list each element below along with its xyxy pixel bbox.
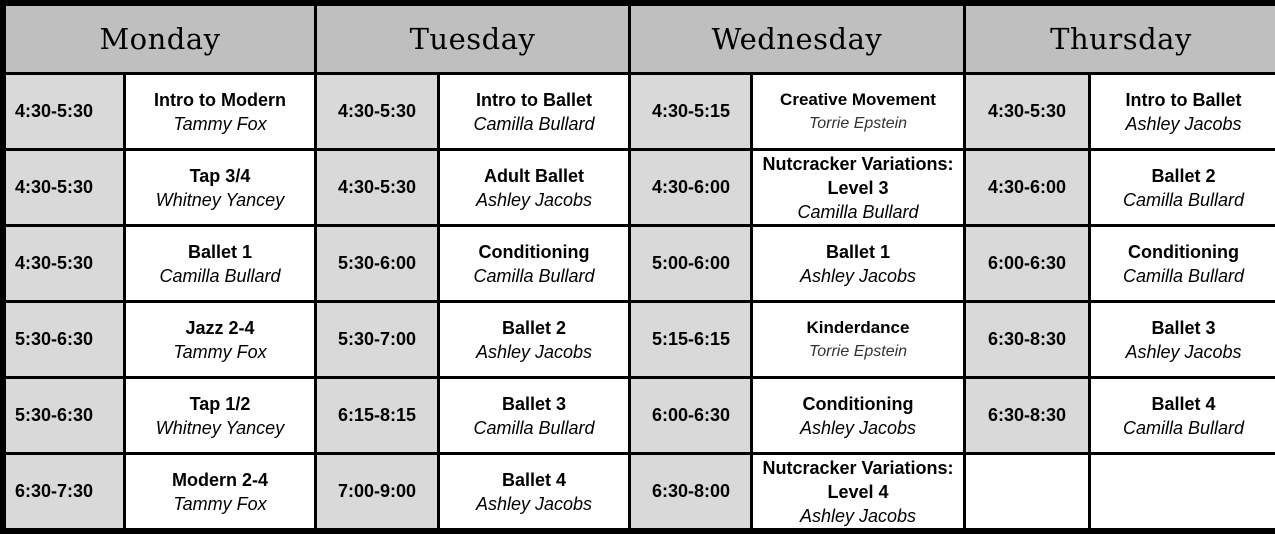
time-cell: 6:15-8:15 xyxy=(317,379,437,452)
class-title-line2: Level 3 xyxy=(827,177,889,198)
class-teacher: Ashley Jacobs xyxy=(475,189,593,210)
class-teacher: Torrie Epstein xyxy=(808,342,908,360)
class-title: Ballet 3 xyxy=(501,393,567,414)
class-title: Intro to Ballet xyxy=(1125,89,1242,110)
class-cell xyxy=(126,75,314,148)
class-cell xyxy=(440,455,628,528)
class-teacher: Camilla Bullard xyxy=(473,417,595,438)
class-cell xyxy=(440,379,628,452)
class-title: Conditioning xyxy=(478,241,590,262)
class-cell xyxy=(440,75,628,148)
class-teacher: Ashley Jacobs xyxy=(475,493,593,514)
class-teacher: Camilla Bullard xyxy=(1122,417,1245,438)
class-cell xyxy=(1091,75,1275,148)
time-cell: 4:30-5:30 xyxy=(317,75,437,148)
day-header-thursday: Thursday xyxy=(966,6,1275,72)
time-cell: 6:30-7:30 xyxy=(6,455,123,528)
class-cell xyxy=(753,227,963,300)
class-teacher: Camilla Bullard xyxy=(159,265,281,286)
class-teacher: Ashley Jacobs xyxy=(799,265,917,286)
time-cell: 4:30-5:30 xyxy=(966,75,1088,148)
class-teacher: Camilla Bullard xyxy=(797,201,919,222)
time-cell: 4:30-5:30 xyxy=(6,75,123,148)
class-title: Adult Ballet xyxy=(483,165,584,186)
class-teacher: Torrie Epstein xyxy=(808,114,908,132)
class-title-line2: Level 4 xyxy=(827,481,889,502)
time-cell: 6:30-8:30 xyxy=(966,379,1088,452)
class-title: Ballet 2 xyxy=(1151,165,1216,186)
class-title: Ballet 3 xyxy=(1151,317,1216,338)
time-cell: 5:30-6:30 xyxy=(6,379,123,452)
class-title: Conditioning xyxy=(1128,241,1239,262)
class-title: Modern 2-4 xyxy=(171,469,268,490)
class-teacher: Ashley Jacobs xyxy=(799,505,917,526)
class-cell xyxy=(753,303,963,376)
class-title: Ballet 4 xyxy=(501,469,567,490)
class-teacher: Camilla Bullard xyxy=(473,113,595,134)
class-title: Jazz 2-4 xyxy=(185,317,255,338)
class-title: Tap 3/4 xyxy=(189,165,251,186)
class-cell xyxy=(126,379,314,452)
empty-time-cell xyxy=(966,455,1088,528)
class-title: Nutcracker Variations: xyxy=(762,153,954,174)
time-cell: 4:30-5:30 xyxy=(6,227,123,300)
class-teacher: Ashley Jacobs xyxy=(1125,341,1242,362)
class-cell xyxy=(753,75,963,148)
class-cell xyxy=(1091,151,1275,224)
time-cell: 6:00-6:30 xyxy=(631,379,750,452)
time-cell: 5:30-7:00 xyxy=(317,303,437,376)
time-cell: 4:30-5:15 xyxy=(631,75,750,148)
class-cell xyxy=(440,303,628,376)
class-cell xyxy=(440,151,628,224)
class-teacher: Ashley Jacobs xyxy=(475,341,593,362)
time-cell: 4:30-5:30 xyxy=(317,151,437,224)
class-cell xyxy=(1091,379,1275,452)
time-cell: 5:30-6:00 xyxy=(317,227,437,300)
class-cell xyxy=(753,379,963,452)
class-teacher: Tammy Fox xyxy=(173,493,267,514)
class-cell xyxy=(1091,227,1275,300)
time-cell: 4:30-6:00 xyxy=(631,151,750,224)
class-title: Conditioning xyxy=(802,393,914,414)
class-teacher: Whitney Yancey xyxy=(155,417,285,438)
time-cell: 7:00-9:00 xyxy=(317,455,437,528)
class-cell xyxy=(440,227,628,300)
class-title: Nutcracker Variations: xyxy=(762,457,954,478)
time-cell: 6:00-6:30 xyxy=(966,227,1088,300)
class-title: Ballet 2 xyxy=(501,317,567,338)
class-cell xyxy=(126,455,314,528)
class-title: Intro to Ballet xyxy=(476,89,592,110)
class-teacher: Ashley Jacobs xyxy=(1125,113,1242,134)
class-title: Ballet 4 xyxy=(1151,393,1216,414)
class-cell xyxy=(1091,303,1275,376)
time-cell: 5:30-6:30 xyxy=(6,303,123,376)
class-title: Creative Movement xyxy=(780,89,936,109)
class-teacher: Whitney Yancey xyxy=(155,189,285,210)
day-header-wednesday: Wednesday xyxy=(631,6,963,72)
class-teacher: Camilla Bullard xyxy=(1122,265,1245,286)
time-cell: 5:15-6:15 xyxy=(631,303,750,376)
empty-class-cell xyxy=(1091,455,1275,528)
class-title: Tap 1/2 xyxy=(189,393,251,414)
class-cell xyxy=(126,303,314,376)
class-teacher: Camilla Bullard xyxy=(1122,189,1245,210)
class-teacher: Tammy Fox xyxy=(173,113,267,134)
class-cell xyxy=(126,227,314,300)
class-teacher: Ashley Jacobs xyxy=(799,417,917,438)
time-cell: 6:30-8:00 xyxy=(631,455,750,528)
day-header-monday: Monday xyxy=(6,6,314,72)
class-title: Intro to Modern xyxy=(154,89,286,110)
day-header-tuesday: Tuesday xyxy=(317,6,628,72)
class-teacher: Tammy Fox xyxy=(173,341,267,362)
time-cell: 5:00-6:00 xyxy=(631,227,750,300)
time-cell: 4:30-5:30 xyxy=(6,151,123,224)
class-title: Kinderdance xyxy=(806,317,910,337)
class-title: Ballet 1 xyxy=(825,241,891,262)
class-teacher: Camilla Bullard xyxy=(473,265,595,286)
time-cell: 4:30-6:00 xyxy=(966,151,1088,224)
class-cell xyxy=(126,151,314,224)
class-cell xyxy=(753,151,963,224)
class-title: Ballet 1 xyxy=(187,241,253,262)
class-cell xyxy=(753,455,963,528)
time-cell: 6:30-8:30 xyxy=(966,303,1088,376)
